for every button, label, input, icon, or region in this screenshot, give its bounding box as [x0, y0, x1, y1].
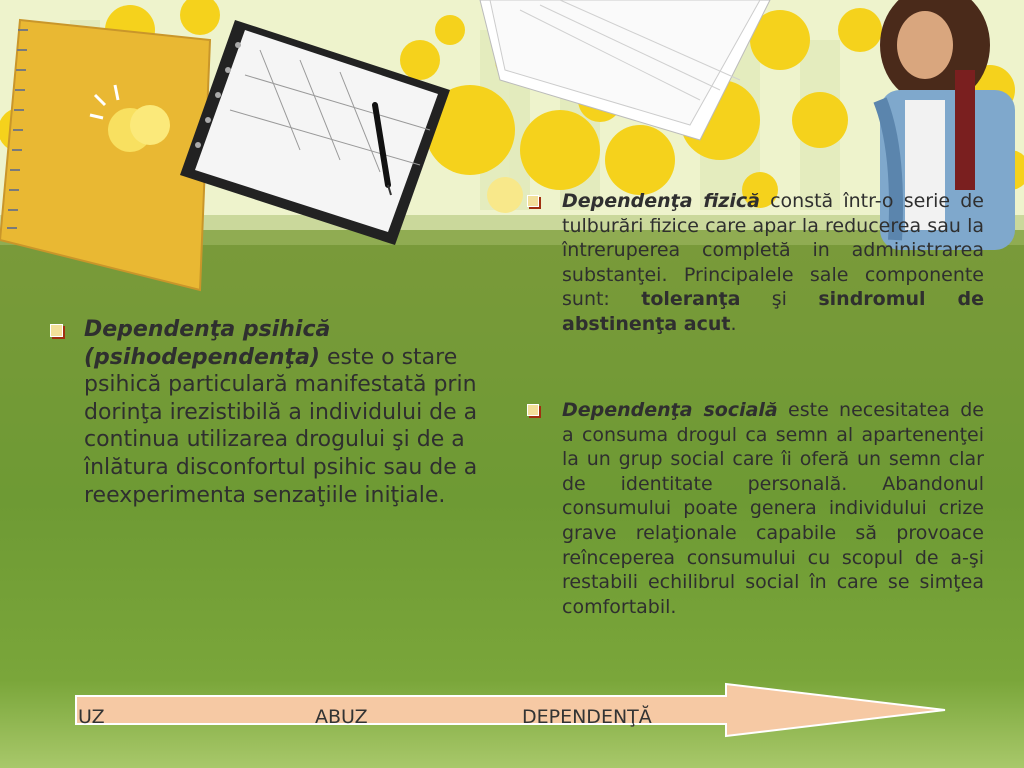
- sociala-block: [527, 398, 984, 619]
- sociala-text: este necesitatea de a consuma drogul ca semn al apartenenţei la un grup social care îi oferă un semn clar de identitate personală. Abandonul consumului poate genera individului crize grave relaţionale capabile să provoace reînceperea consumului cu scopul de a-şi restabili echilibrul social în care se simţea comfortabil.: [562, 399, 984, 618]
- fizica-bold-sindrom: sindromul de abstinenţa acut: [562, 288, 985, 335]
- bullet-square-icon: [527, 404, 539, 416]
- fizica-text: constă într-o serie de tulburări fizice care apar la reducerea sau la întreruperea completă in administrarea substanţei. Principalele sale componente sunt:: [562, 190, 984, 311]
- psihica-paragraph: [84, 316, 502, 509]
- arrow-label-dependenta: DEPENDENŢĂ: [522, 706, 652, 728]
- sociala-term: Dependenţa socială: [562, 399, 778, 421]
- arrow-label-uz: UZ: [78, 706, 105, 728]
- bullet-square-icon: [527, 195, 539, 207]
- bullet-square-icon: [50, 324, 63, 337]
- psihica-block: [50, 316, 502, 509]
- arrow-label-abuz: ABUZ: [315, 706, 368, 728]
- notebook-icon: [0, 20, 210, 290]
- fizica-end: .: [730, 312, 737, 335]
- fizica-term: Dependenţa fizică: [562, 190, 760, 212]
- psihica-term: Dependenţa psihică (psihodependenţa): [84, 317, 331, 370]
- fizica-bold-toleranta: toleranţa: [641, 288, 741, 311]
- fizica-mid: şi: [740, 288, 819, 311]
- sociala-paragraph: [562, 398, 984, 619]
- progression-arrow: [0, 680, 1024, 740]
- fizica-block: [527, 189, 984, 337]
- psihica-text: este o stare psihică particulară manifestată prin dorinţa irezistibilă a individului de a continua utilizarea drogului şi de a înlătura disconfortul psihic sau de a reexperimenta senzaţiile iniţiale.: [84, 344, 478, 508]
- fizica-paragraph: [562, 189, 984, 337]
